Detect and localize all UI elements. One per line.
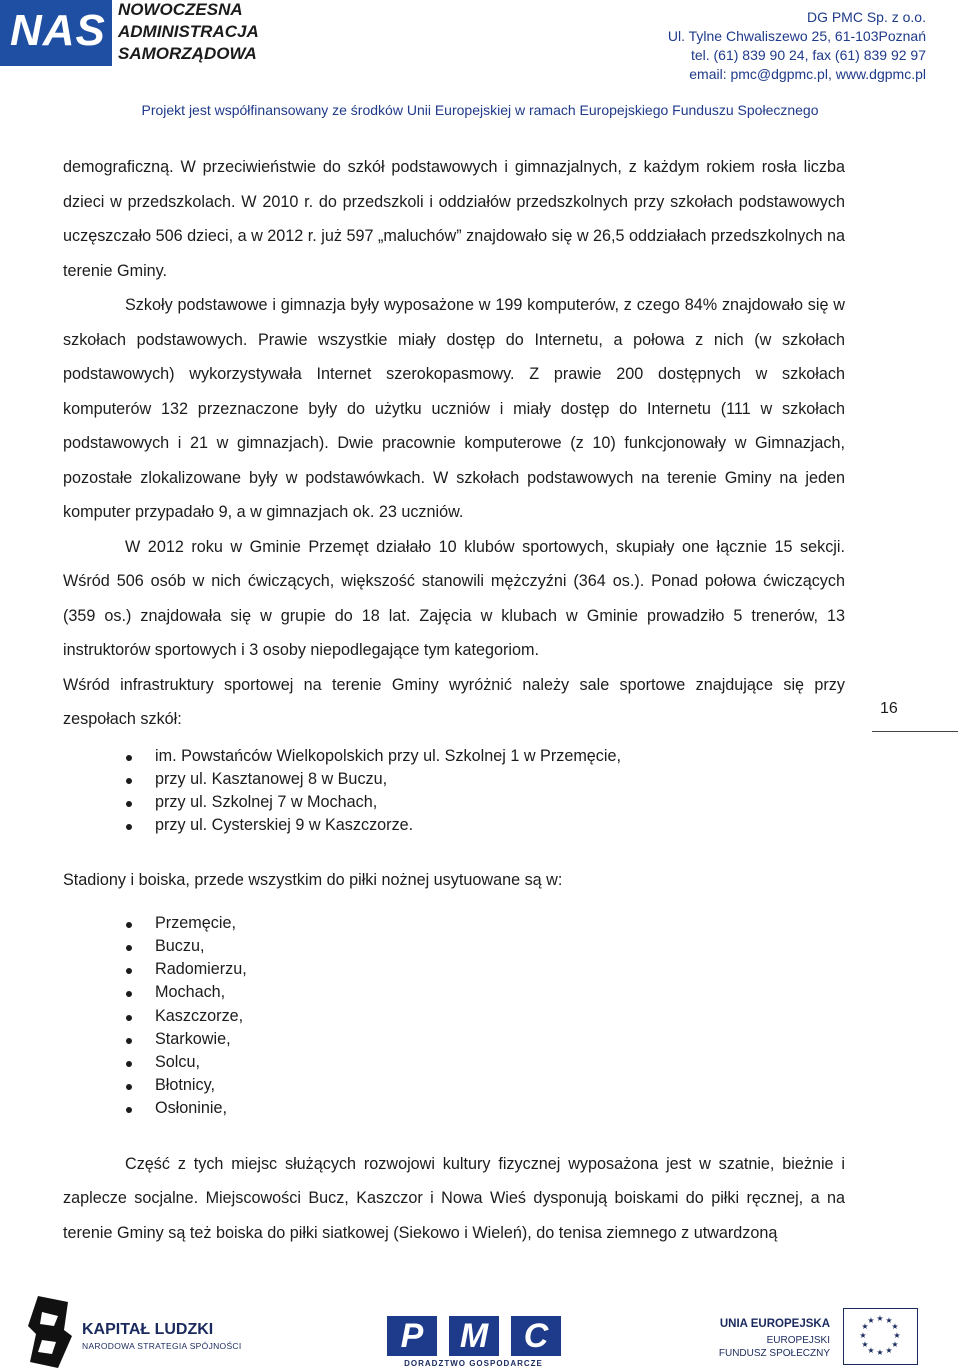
list-item: Radomierzu, [63, 958, 845, 981]
bullet-icon [126, 1084, 132, 1090]
kapital-ludzki-title: KAPITAŁ LUDZKI [82, 1321, 214, 1338]
paragraph-computers: Szkoły podstawowe i gimnazja były wyposażone w 199 komputerów, z czego 84% znajdowało się w szkołach podstawowych. Prawie wszystkie miały dostęp do Internetu, a połowa z nich (w szkołach podstawowych) wykorzystywała Internet szerokopasmowy. Z prawie 200 dostępnych w szkołach komputerów 132 przeznaczone były do użytku uczniów i miały dostęp do Internetu (111 w szkołach podstawowych i 21 w gimnazjach). Dwie pracownie komputerowe (z 10) funkcjonowały w Gimnazjach, pozostałe zlokalizowane były w podstawówkach. W szkołach podstawowych na terenie Gminy na jeden komputer przypadało 9, a w gimnazjach ok. 23 uczniów. [63, 296, 845, 521]
list-item: przy ul. Cysterskiej 9 w Kaszczorze. [63, 814, 845, 837]
list-item: Przemęcie, [63, 912, 845, 935]
list-item: przy ul. Szkolnej 7 w Mochach, [63, 791, 845, 814]
list-item: Osłoninie, [63, 1097, 845, 1120]
paragraph-preschools: demograficzną. W przeciwieństwie do szkół podstawowych i gimnazjalnych, z każdym rokiem rosła liczba dzieci w przedszkolach. W 2010 r. do przedszkoli i oddziałów przedszkolnych przy szkołach podstawowych uczęszczało 506 dzieci, a w 2012 r. już 597 „maluchów” znajdowało się w 26,5 oddziałach przedszkolnych na terenie Gminy. [63, 158, 845, 280]
bullet-icon [126, 755, 132, 761]
bullet-icon [126, 778, 132, 784]
kapital-ludzki-subtitle: NARODOWA STRATEGIA SPÓJNOŚCI [82, 1341, 242, 1351]
list-item: im. Powstańców Wielkopolskich przy ul. Szkolnej 1 w Przemęcie, [63, 745, 845, 768]
bullet-icon [126, 1107, 132, 1113]
svg-text:★: ★ [885, 1346, 893, 1355]
company-phone: tel. (61) 839 90 24, fax (61) 839 92 97 [690, 47, 926, 63]
page-number: 16 [880, 700, 898, 717]
nas-logo-line-1: NOWOCZESNA [118, 0, 243, 19]
project-cofinancing-note: Projekt jest współfinansowany ze środków Unii Europejskiej w ramach Europejskiego Funduszu Społecznego [141, 102, 819, 118]
paragraph-facilities: Część z tych miejsc służących rozwojowi kultury fizycznej wyposażona jest w szatnie, bieżnie i zaplecze socjalne. Miejscowości Bucz, Kaszczor i Nowa Wieś dysponują boiskami do piłki ręcznej, a na terenie Gminy są też boiska do piłki siatkowej (Siekowo i Wieleń), do tenisa ziemnego z utwardzoną [63, 1154, 845, 1242]
bullet-icon [126, 1015, 132, 1021]
nas-logo-line-3: SAMORZĄDOWA [118, 44, 257, 63]
nas-logo-line-2: ADMINISTRACJA [118, 22, 259, 41]
pmc-logo-letter-m: M [449, 1316, 499, 1356]
page-header [0, 0, 960, 130]
company-address: Ul. Tylne Chwaliszewo 25, 61-103Poznań [667, 28, 926, 44]
svg-text:★: ★ [867, 1316, 875, 1325]
eu-stars-icon [844, 1309, 916, 1363]
svg-text:★: ★ [885, 1316, 893, 1325]
svg-text:★: ★ [893, 1331, 901, 1340]
pmc-logo-letter-c: C [511, 1316, 561, 1356]
eu-fund-line-1: EUROPEJSKI [766, 1335, 830, 1346]
svg-text:★: ★ [876, 1348, 884, 1357]
sport-halls-list [63, 745, 845, 838]
bullet-icon [126, 1038, 132, 1044]
bullet-icon [126, 801, 132, 807]
list-item: Błotnicy, [63, 1074, 845, 1097]
svg-text:★: ★ [861, 1340, 869, 1349]
paragraph-sport-halls: Wśród infrastruktury sportowej na terenie Gminy wyróżnić należy sale sportowe znajdujące się przy zespołach szkół: [63, 675, 845, 728]
list-item: Solcu, [63, 1051, 845, 1074]
eu-title: UNIA EUROPEJSKA [719, 1318, 830, 1330]
bullet-icon [126, 922, 132, 928]
stadiums-list [63, 912, 845, 1121]
pmc-logo-subtitle: DORADZTWO GOSPODARCZE [404, 1359, 543, 1368]
list-item: Mochach, [63, 981, 845, 1004]
kapital-ludzki-emblem-icon [28, 1296, 74, 1368]
paragraph-stadiums: Stadiony i boiska, przede wszystkim do piłki nożnej usytuowane są w: [63, 871, 563, 890]
list-item: przy ul. Kasztanowej 8 w Buczu, [63, 768, 845, 791]
nas-logo-abbr: NAS [10, 6, 106, 55]
svg-text:★: ★ [867, 1346, 875, 1355]
eu-flag-icon [843, 1308, 918, 1365]
svg-text:★: ★ [876, 1314, 884, 1323]
bullet-icon [126, 1061, 132, 1067]
svg-text:★: ★ [891, 1340, 899, 1349]
svg-text:★: ★ [859, 1331, 867, 1340]
nas-logo [0, 0, 112, 66]
paragraph-sport-clubs: W 2012 roku w Gminie Przemęt działało 10 klubów sportowych, skupiały one łącznie 15 sekcji. Wśród 506 osób w nich ćwiczących, większość stanowili mężczyźni (364 os.). Ponad połowa ćwiczących (359 os.) znajdowała się w grupie do 18 lat. Zajęcia w klubach w Gminie prowadziło 5 trenerów, 13 instruktorów sportowych i 3 osoby niepodlegające tym kategoriom. [63, 537, 845, 659]
page-number-rule [872, 731, 958, 732]
svg-text:★: ★ [891, 1322, 899, 1331]
pmc-logo-letter-p: P [387, 1316, 437, 1356]
bullet-icon [126, 991, 132, 997]
list-item: Starkowie, [63, 1028, 845, 1051]
company-name: DG PMC Sp. z o.o. [806, 9, 926, 25]
document-body [63, 150, 845, 1250]
list-item: Buczu, [63, 935, 845, 958]
bullet-icon [126, 824, 132, 830]
bullet-icon [126, 945, 132, 951]
bullet-icon [126, 968, 132, 974]
company-email: email: pmc@dgpmc.pl, www.dgpmc.pl [689, 66, 926, 82]
svg-text:★: ★ [861, 1322, 869, 1331]
eu-fund-line-2: FUNDUSZ SPOŁECZNY [718, 1348, 830, 1359]
page-footer [0, 1290, 960, 1371]
list-item: Kaszczorze, [63, 1005, 845, 1028]
